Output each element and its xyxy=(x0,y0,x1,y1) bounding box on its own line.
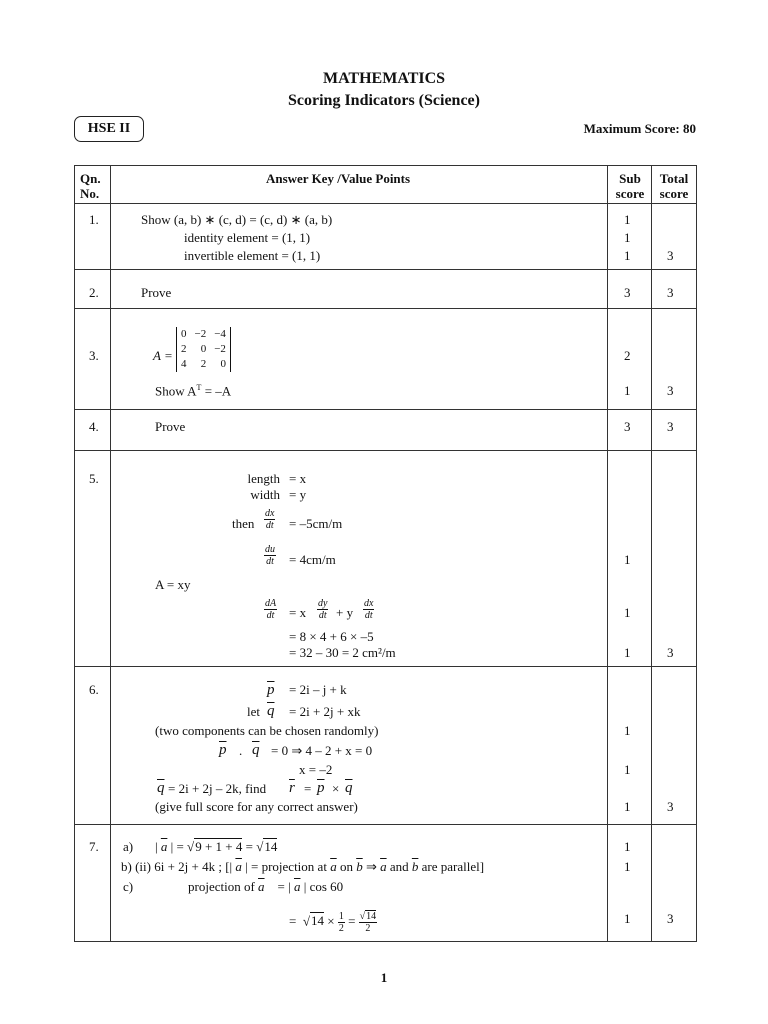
sub-score: 1 xyxy=(624,723,631,738)
q1-line2: identity element = (1, 1) xyxy=(184,230,311,245)
question-number: 4. xyxy=(89,419,99,434)
row-divider xyxy=(75,203,696,204)
q5-dAdt-fraction: dA dt xyxy=(265,598,277,621)
q1-line3: invertible element = (1, 1) xyxy=(184,248,321,263)
q7-c-line: projection of $\overline{a}$ = | $\overline{a}$ | cos 60 xyxy=(188,879,344,894)
q5-dudt-value: = 4cm/m xyxy=(289,552,336,567)
total-score: 3 xyxy=(667,419,674,434)
q6-line6: = 2i + 2j – 2k, find xyxy=(168,781,267,796)
q5-dxdt-value: = –5cm/m xyxy=(289,516,343,531)
sub-score: 1 xyxy=(624,911,631,926)
q5-plus-y: + y xyxy=(336,605,354,620)
question-number: 1. xyxy=(89,212,99,227)
q6-vector-q-3: $\overline{q}$ xyxy=(157,780,165,796)
q5-dudt-fraction: du dt xyxy=(265,544,275,567)
q6-vector-p-2: $\overline{p}$ xyxy=(219,742,227,758)
q7-vector-a: $\overline{a}$ xyxy=(160,839,168,854)
question-number: 5. xyxy=(89,471,99,486)
total-score: 3 xyxy=(667,911,674,926)
question-number: 2. xyxy=(89,285,99,300)
sub-score: 1 xyxy=(624,762,631,777)
q6-vector-p: $\overline{p}$ xyxy=(267,682,275,698)
q3-line2: Show $A^T = -A$ xyxy=(155,383,232,399)
q6-vector-r: $\overline{r}$ xyxy=(289,780,295,796)
row-divider xyxy=(75,450,696,451)
q2-line1: Prove xyxy=(141,285,172,300)
sub-score: 1 xyxy=(624,383,631,398)
question-number: 3. xyxy=(89,348,99,363)
scoring-table xyxy=(74,165,697,942)
document-subtitle: Scoring Indicators (Science) xyxy=(288,92,480,109)
q6-vector-q-4: $\overline{q}$ xyxy=(345,780,353,796)
hse-badge: HSE II xyxy=(74,116,144,142)
total-score: 3 xyxy=(667,799,674,814)
sub-score: 1 xyxy=(624,212,631,227)
q5-dxdt-fraction-2: dx dt xyxy=(364,598,374,621)
q5-length-label: length xyxy=(247,471,280,486)
q6-dot: . xyxy=(239,743,243,758)
row-divider xyxy=(75,824,696,825)
q6-line5: x = –2 xyxy=(299,762,333,777)
q5-width-label: width xyxy=(250,487,280,502)
q5-then: then xyxy=(232,516,255,531)
header-answer: Answer Key /Value Points xyxy=(265,171,411,186)
question-number: 7. xyxy=(89,839,99,854)
sub-score: 1 xyxy=(624,605,631,620)
sub-score: 1 xyxy=(624,839,631,854)
q5-length-value: = x xyxy=(289,471,307,486)
q6-let: let xyxy=(247,704,260,719)
sub-score: 1 xyxy=(624,230,631,245)
sub-score: 2 xyxy=(624,348,631,363)
q6-vector-p-3: $\overline{p}$ xyxy=(317,780,325,796)
q3-matrix: 0 −2 −4 2 0 −2 4 2 0 xyxy=(176,327,231,372)
q7-part-c: c) xyxy=(123,879,134,894)
q7-a-line: | $\overline{a}$ | = √9 + 1 + 4 = √14 xyxy=(155,839,278,854)
q5-eq-x: = x xyxy=(289,605,307,620)
q6-line4: = 0 ⇒ 4 – 2 + x = 0 xyxy=(271,743,373,758)
maximum-score: Maximum Score: 80 xyxy=(583,121,696,136)
q6-q-value: = 2i + 2j + xk xyxy=(289,704,361,719)
q7-b-line: b) (ii) 6i + 2j + 4k ; [| $\overline{a}$ | = projection at $\overline{a}$ on $\overline{b}$ ⇒ $\overline{a}$ and $\overline{b}$ are parallel] xyxy=(121,859,485,874)
header-qn: Qn. No. xyxy=(80,171,101,201)
q6-vector-q-2: $\overline{q}$ xyxy=(252,742,260,758)
sub-score: 3 xyxy=(624,419,631,434)
sub-score: 1 xyxy=(624,799,631,814)
sub-score: 1 xyxy=(624,859,631,874)
q6-times: × xyxy=(332,781,340,796)
q5-area: A = xy xyxy=(155,577,191,592)
q6-equals: = xyxy=(304,781,312,796)
q7-last-line: = √14 × $\frac{1}{2}$ = $\frac{√14}{2}$ xyxy=(289,911,377,934)
total-score: 3 xyxy=(667,645,674,660)
sub-score: 1 xyxy=(624,552,631,567)
total-score: 3 xyxy=(667,248,674,263)
header-total-score: Total score xyxy=(659,171,689,201)
q6-line3: (two components can be chosen randomly) xyxy=(155,723,379,738)
q6-p-value: = 2i – j + k xyxy=(289,682,347,697)
q7-part-a: a) xyxy=(123,839,134,854)
row-divider xyxy=(75,308,696,309)
row-divider xyxy=(75,409,696,410)
q6-vector-q: $\overline{q}$ xyxy=(267,703,275,719)
q5-dydt-fraction: dy dt xyxy=(318,598,328,621)
q1-line1: Show (a, b) ∗ (c, d) = (c, d) ∗ (a, b) xyxy=(141,212,333,227)
header-sub-score: Sub score xyxy=(615,171,645,201)
q6-line7: (give full score for any correct answer) xyxy=(155,799,358,814)
sub-score: 3 xyxy=(624,285,631,300)
sub-score: 1 xyxy=(624,645,631,660)
q5-line7: = 8 × 4 + 6 × –5 xyxy=(289,629,374,644)
sub-score: 1 xyxy=(624,248,631,263)
question-number: 6. xyxy=(89,682,99,697)
q5-line8: = 32 – 30 = 2 cm²/m xyxy=(289,645,396,660)
q4-line1: Prove xyxy=(155,419,186,434)
page-number: 1 xyxy=(380,970,388,985)
q5-dxdt-fraction: dx dt xyxy=(265,508,275,531)
q5-width-value: = y xyxy=(289,487,307,502)
total-score: 3 xyxy=(667,383,674,398)
total-score: 3 xyxy=(667,285,674,300)
row-divider xyxy=(75,269,696,270)
row-divider xyxy=(75,666,696,667)
document-title: MATHEMATICS xyxy=(322,70,446,87)
q3-matrix-label: A = xyxy=(153,348,173,363)
